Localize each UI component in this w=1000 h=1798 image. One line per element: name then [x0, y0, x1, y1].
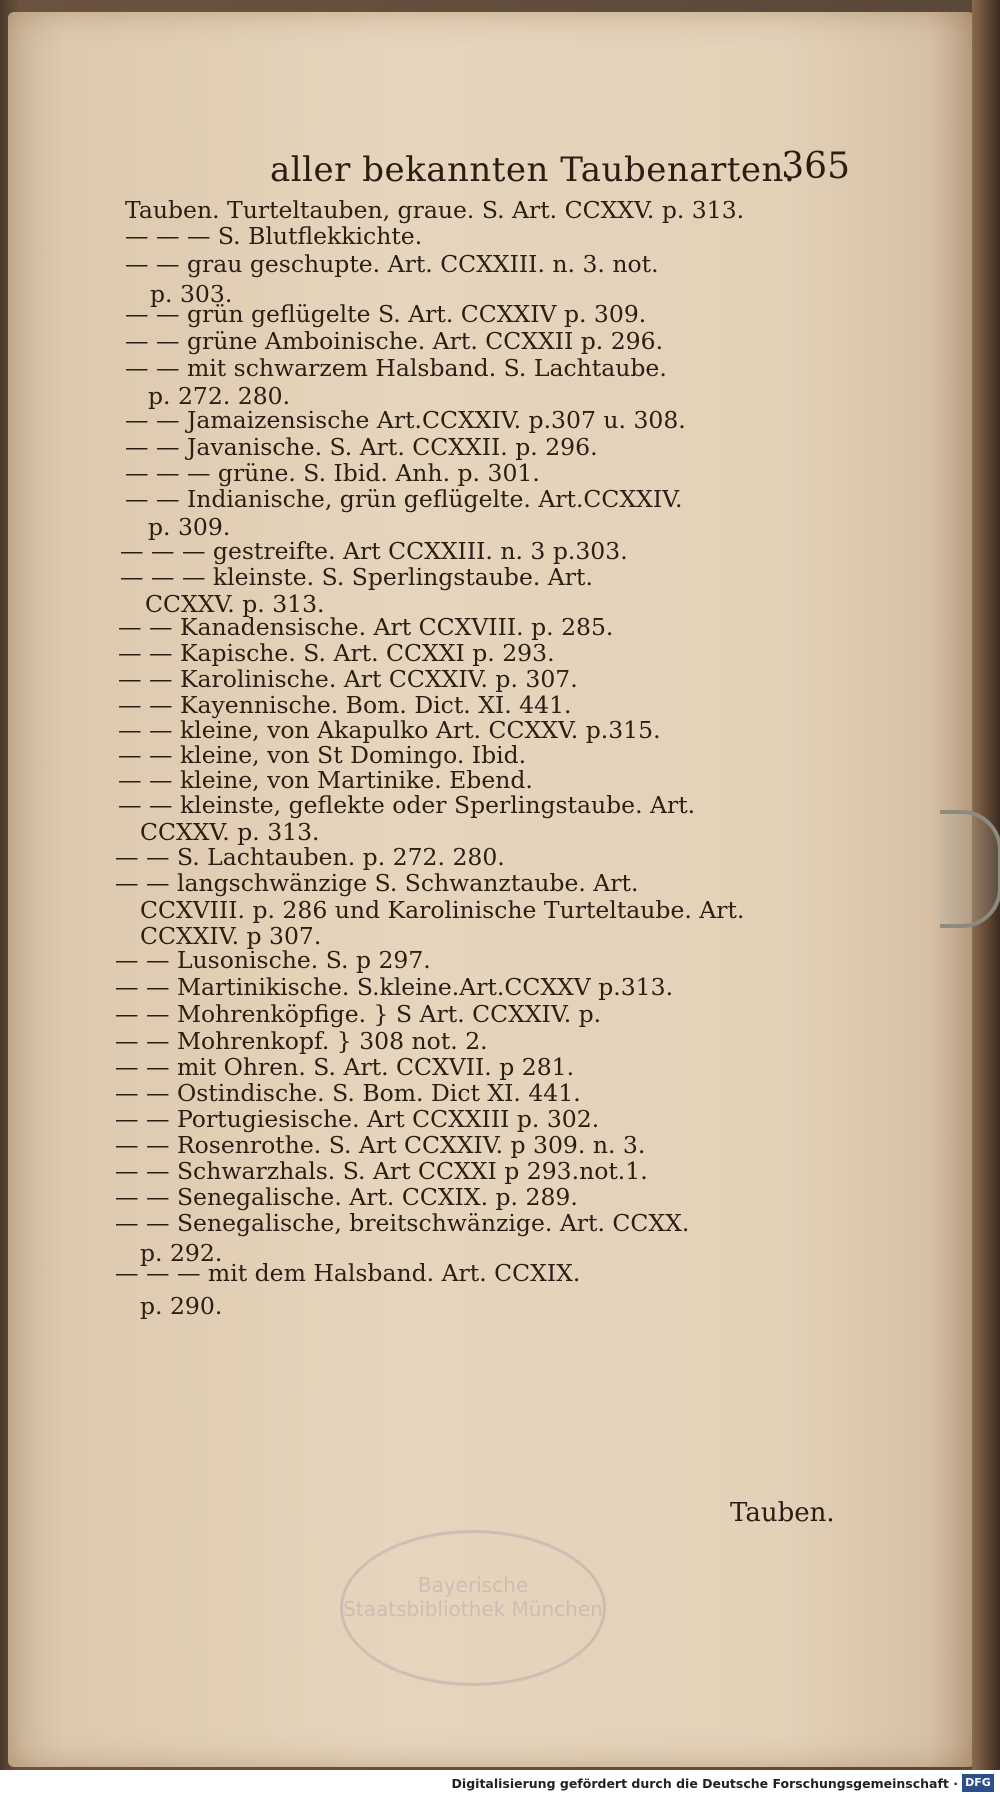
index-line: CCXXV. p. 313.: [140, 818, 320, 846]
index-line: — — Kayennische. Bom. Dict. XI. 441.: [118, 691, 572, 719]
index-line: — — grün geflügelte S. Art. CCXXIV p. 309.: [125, 300, 647, 328]
catchword: Tauben.: [730, 1498, 835, 1528]
index-line: — — Mohrenköpfige. } S Art. CCXXIV. p.: [115, 1000, 602, 1028]
index-line: — — S. Lachtauben. p. 272. 280.: [115, 843, 505, 871]
index-line: — — Portugiesische. Art CCXXIII p. 302.: [115, 1105, 600, 1133]
index-line: CCXXV. p. 313.: [145, 590, 325, 618]
index-line: — — mit schwarzem Halsband. S. Lachtaube.: [125, 354, 667, 382]
index-line: CCXVIII. p. 286 und Karolinische Turteltaube. Art.: [140, 896, 745, 924]
index-line: — — Rosenrothe. S. Art CCXXIV. p 309. n. 3.: [115, 1131, 646, 1159]
digitization-footer: [0, 1770, 1000, 1798]
index-line: p. 292.: [140, 1239, 223, 1267]
index-line: p. 303.: [150, 280, 233, 308]
index-line: — — mit Ohren. S. Art. CCXVII. p 281.: [115, 1053, 575, 1081]
index-line: — — — kleinste. S. Sperlingstaube. Art.: [120, 563, 593, 591]
index-line: — — Mohrenkopf. } 308 not. 2.: [115, 1027, 488, 1055]
index-line: — — kleinste, geflekte oder Sperlingstaube. Art.: [118, 791, 696, 819]
library-stamp: [340, 1530, 606, 1686]
index-line: — — Indianische, grün geflügelte. Art.CCXXIV.: [125, 485, 683, 513]
index-line: — — — S. Blutflekkichte.: [125, 222, 423, 250]
index-line: — — kleine, von Akapulko Art. CCXXV. p.315.: [118, 716, 661, 744]
header-title: aller bekannten Taubenarten.: [270, 150, 796, 190]
index-line: p. 309.: [148, 513, 231, 541]
index-line: — — Martinikische. S.kleine.Art.CCXXV p.313.: [115, 973, 674, 1001]
index-line: Tauben. Turteltauben, graue. S. Art. CCXXV. p. 313.: [125, 196, 745, 224]
index-line: — — — gestreifte. Art CCXXIII. n. 3 p.303.: [120, 537, 628, 565]
index-line: — — langschwänzige S. Schwanztaube. Art.: [115, 869, 639, 897]
index-line: — — Javanische. S. Art. CCXXII. p. 296.: [125, 433, 598, 461]
index-line: — — Kapische. S. Art. CCXXI p. 293.: [118, 639, 555, 667]
index-line: p. 290.: [140, 1292, 223, 1320]
index-line: — — Ostindische. S. Bom. Dict XI. 441.: [115, 1079, 581, 1107]
index-line: — — — grüne. S. Ibid. Anh. p. 301.: [125, 459, 540, 487]
dfg-logo-icon: DFG: [962, 1774, 994, 1792]
index-line: — — grüne Amboinische. Art. CCXXII p. 296.: [125, 327, 664, 355]
index-line: — — Schwarzhals. S. Art CCXXI p 293.not.1.: [115, 1157, 648, 1185]
index-line: CCXXIV. p 307.: [140, 922, 322, 950]
index-line: — — Jamaizensische Art.CCXXIV. p.307 u. 308.: [125, 406, 686, 434]
index-line: — — Lusonische. S. p 297.: [115, 946, 431, 974]
index-line: — — kleine, von Martinike. Ebend.: [118, 766, 533, 794]
footer-credit: Digitalisierung gefördert durch die Deutsche Forschungsgemeinschaft ·: [451, 1776, 958, 1791]
page-number: 365: [781, 146, 850, 187]
index-line: — — Kanadensische. Art CCXVIII. p. 285.: [118, 613, 614, 641]
stamp-text: Bayerische Staatsbibliothek München: [343, 1573, 603, 1621]
index-line: p. 272. 280.: [148, 382, 291, 410]
index-line: — — grau geschupte. Art. CCXXIII. n. 3. not.: [125, 250, 659, 278]
index-line: — — Senegalische. Art. CCXIX. p. 289.: [115, 1183, 578, 1211]
index-line: — — — mit dem Halsband. Art. CCXIX.: [115, 1259, 581, 1287]
index-line: — — Karolinische. Art CCXXIV. p. 307.: [118, 665, 578, 693]
index-line: — — kleine, von St Domingo. Ibid.: [118, 741, 527, 769]
index-line: — — Senegalische, breitschwänzige. Art. CCXX.: [115, 1209, 690, 1237]
